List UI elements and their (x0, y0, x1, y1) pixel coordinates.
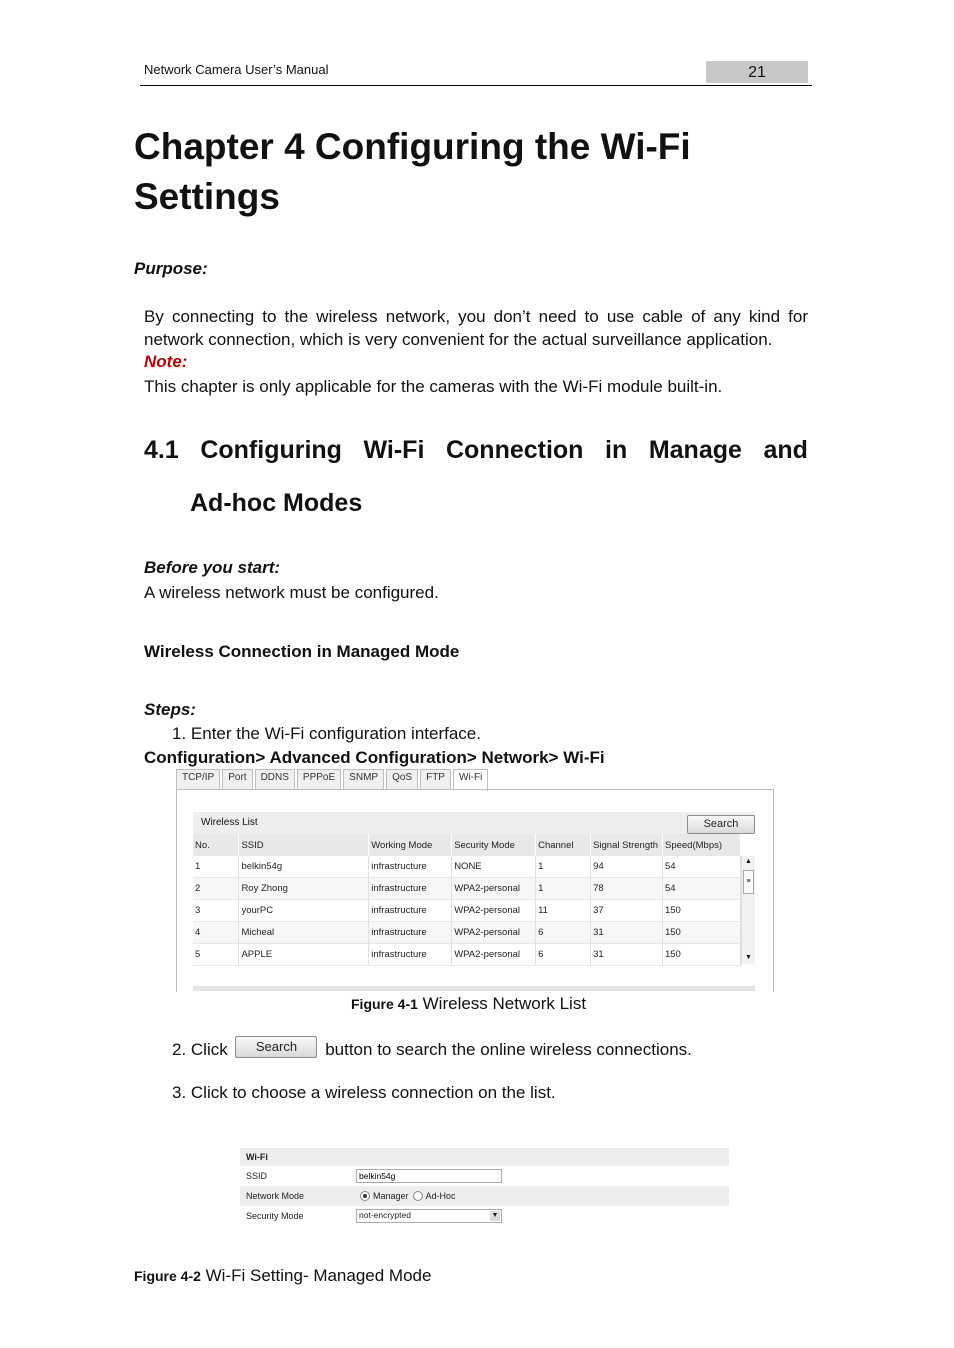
wifi-settings-form (240, 1148, 729, 1226)
cell: 1 (536, 856, 591, 878)
figure-2-text: Wi-Fi Setting- Managed Mode (205, 1266, 432, 1285)
tab-wifi[interactable]: Wi-Fi (453, 769, 488, 791)
tab-pppoe[interactable]: PPPoE (297, 769, 341, 789)
tab-ddns[interactable]: DDNS (255, 769, 295, 789)
cell: 3 (193, 900, 239, 922)
note-label: Note: (144, 352, 188, 371)
cell: 1 (193, 856, 239, 878)
chapter-title (134, 122, 774, 222)
cell: 37 (591, 900, 663, 922)
cell: infrastructure (369, 944, 452, 966)
cell: WPA2-personal (452, 878, 536, 900)
chevron-down-icon[interactable]: ▼ (491, 1212, 499, 1219)
cell: infrastructure (369, 856, 452, 878)
horizontal-scrollbar[interactable] (193, 986, 755, 991)
step-1: 1. Enter the Wi-Fi configuration interface. (172, 724, 481, 743)
table-row[interactable] (193, 878, 741, 900)
table-row[interactable] (193, 900, 741, 922)
cell: infrastructure (369, 878, 452, 900)
section-word: Configuring (200, 436, 342, 464)
security-mode-label: Security Mode (246, 1211, 304, 1221)
cell: NONE (452, 856, 536, 878)
cell: 11 (536, 900, 591, 922)
tab-qos[interactable]: QoS (386, 769, 418, 789)
section-word: Manage (648, 436, 742, 464)
col-security-mode: Security Mode (452, 834, 536, 856)
network-mode-label: Network Mode (246, 1191, 305, 1201)
wifi-section-title: Wi-Fi (246, 1152, 268, 1162)
step-2-post: button to search the online wireless connections. (325, 1040, 692, 1059)
cell: 94 (591, 856, 663, 878)
ssid-label: SSID (246, 1171, 268, 1181)
section-word: in (605, 436, 628, 464)
search-button[interactable]: Search (687, 815, 755, 834)
col-no: No. (193, 834, 239, 856)
cell: APPLE (239, 944, 369, 966)
col-speed: Speed(Mbps) (662, 834, 740, 856)
step-2 (172, 1038, 692, 1062)
adhoc-radio-label: Ad-Hoc (425, 1191, 456, 1201)
cell: 31 (591, 944, 663, 966)
note-text: This chapter is only applicable for the cameras with the Wi-Fi module built-in. (144, 377, 723, 396)
purpose-label: Purpose: (134, 259, 208, 278)
section-number: 4.1 (144, 436, 179, 464)
table-row[interactable] (193, 922, 741, 944)
cell: 6 (536, 944, 591, 966)
section-word: Connection (445, 436, 584, 464)
subheading: Wireless Connection in Managed Mode (144, 642, 460, 661)
figure-2-label: Figure 4-2 (134, 1268, 201, 1284)
wireless-list-title: Wireless List (193, 812, 755, 834)
figure-1-text: Wireless Network List (422, 994, 587, 1013)
scroll-up-icon[interactable]: ▲ (745, 858, 752, 865)
cell: Roy Zhong (239, 878, 369, 900)
cell: Micheal (239, 922, 369, 944)
header-divider (140, 85, 812, 86)
tab-port[interactable]: Port (222, 769, 252, 789)
col-working-mode: Working Mode (369, 834, 452, 856)
cell: 54 (662, 856, 740, 878)
chapter-title-line1: Chapter 4 Configuring the Wi-Fi (134, 126, 691, 167)
section-heading-line2: Ad-hoc Modes (190, 489, 363, 517)
chapter-title-line2: Settings (134, 176, 280, 217)
table-row[interactable] (193, 944, 741, 966)
wireless-list-table (193, 834, 741, 966)
scroll-thumb[interactable]: ≡ (743, 870, 754, 894)
cell: infrastructure (369, 900, 452, 922)
cell: 2 (193, 878, 239, 900)
running-header: Network Camera User’s Manual (144, 62, 329, 77)
cell: 4 (193, 922, 239, 944)
cell: 78 (591, 878, 663, 900)
manager-radio-label: Manager (373, 1191, 409, 1201)
col-channel: Channel (536, 834, 591, 856)
section-word: and (763, 436, 808, 464)
cell: belkin54g (239, 856, 369, 878)
menu-path: Configuration> Advanced Configuration> Network> Wi-Fi (144, 748, 605, 767)
purpose-text: By connecting to the wireless network, you don’t need to use cable of any kind for network connection, which is very convenient for the actual surveillance application. (144, 307, 808, 349)
vertical-scrollbar[interactable] (741, 856, 755, 964)
scroll-down-icon[interactable]: ▼ (745, 954, 752, 961)
cell: WPA2-personal (452, 944, 536, 966)
before-label: Before you start: (144, 558, 281, 577)
security-mode-select[interactable] (356, 1209, 502, 1223)
inline-search-button[interactable]: Search (235, 1036, 317, 1058)
table-row[interactable] (193, 856, 741, 878)
cell: infrastructure (369, 922, 452, 944)
col-signal-strength: Signal Strength (591, 834, 663, 856)
step-3: 3. Click to choose a wireless connection on the list. (172, 1083, 556, 1102)
figure-2-caption (134, 1266, 431, 1286)
cell: 5 (193, 944, 239, 966)
cell: 31 (591, 922, 663, 944)
network-tabs (176, 769, 490, 789)
cell: 6 (536, 922, 591, 944)
manager-radio[interactable] (360, 1191, 370, 1201)
cell: yourPC (239, 900, 369, 922)
tab-snmp[interactable]: SNMP (343, 769, 384, 789)
step-2-pre: 2. Click (172, 1040, 228, 1059)
cell: 150 (662, 944, 740, 966)
figure-1-label: Figure 4-1 (351, 996, 418, 1012)
section-heading (144, 436, 808, 518)
cell: 54 (662, 878, 740, 900)
cell: WPA2-personal (452, 900, 536, 922)
cell: 150 (662, 922, 740, 944)
col-ssid: SSID (239, 834, 369, 856)
figure-1-caption (351, 994, 586, 1014)
cell: 1 (536, 878, 591, 900)
table-header-row (193, 834, 741, 856)
tab-ftp[interactable]: FTP (420, 769, 451, 789)
tab-tcpip[interactable]: TCP/IP (176, 769, 220, 789)
security-mode-value: not-encrypted (359, 1210, 411, 1220)
page-number: 21 (706, 61, 808, 83)
cell: 150 (662, 900, 740, 922)
section-word: Wi-Fi (363, 436, 425, 464)
adhoc-radio[interactable] (413, 1191, 423, 1201)
steps-label: Steps: (144, 700, 196, 719)
ssid-input[interactable] (356, 1169, 502, 1183)
cell: WPA2-personal (452, 922, 536, 944)
before-text: A wireless network must be configured. (144, 583, 439, 602)
